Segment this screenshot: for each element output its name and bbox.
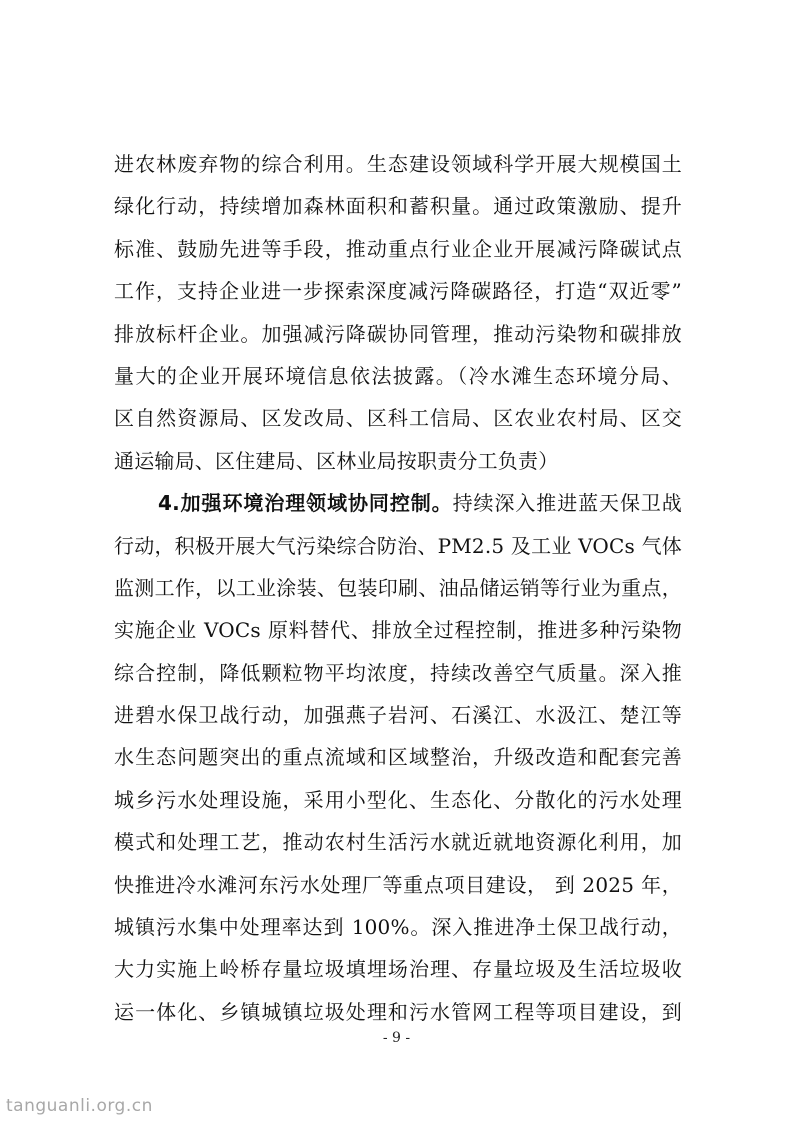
paragraph-line: 区自然资源局、区发改局、区科工信局、区农业农村局、区交 bbox=[114, 406, 682, 431]
watermark: tanguanli.org.cn bbox=[6, 1096, 153, 1116]
paragraph-line: 城乡污水处理设施，采用小型化、生态化、分散化的污水处理 bbox=[114, 787, 682, 812]
paragraph-line: 运一体化、乡镇城镇垃圾处理和污水管网工程等项目建设，到 bbox=[114, 999, 682, 1024]
paragraph-line: 监测工作，以工业涂装、包装印刷、油品储运销等行业为重点， bbox=[114, 575, 682, 600]
paragraph-line: 水生态问题突出的重点流域和区域整治，升级改造和配套完善 bbox=[114, 745, 682, 770]
paragraph-line: 标准、鼓励先进等手段，推动重点行业企业开展减污降碳试点 bbox=[114, 236, 682, 261]
paragraph-line: 绿化行动，持续增加森林面积和蓄积量。通过政策激励、提升 bbox=[114, 194, 682, 219]
paragraph-line: 城镇污水集中处理率达到 100%。深入推进净土保卫战行动， bbox=[114, 915, 682, 940]
paragraph-line: 模式和处理工艺，推动农村生活污水就近就地资源化利用，加 bbox=[114, 830, 682, 855]
paragraph-line: 大力实施上岭桥存量垃圾填埋场治理、存量垃圾及生活垃圾收 bbox=[114, 957, 682, 982]
paragraph-line: 综合控制，降低颗粒物平均浓度，持续改善空气质量。深入推 bbox=[114, 660, 682, 685]
document-body bbox=[114, 143, 682, 1033]
paragraph-line: 实施企业 VOCs 原料替代、排放全过程控制，推进多种污染物 bbox=[114, 618, 682, 643]
paragraph-line: 快推进冷水滩河东污水处理厂等重点项目建设， 到 2025 年， bbox=[114, 872, 682, 897]
section-heading-rest: 持续深入推进蓝天保卫战 bbox=[452, 491, 683, 516]
paragraph-line: 行动，积极开展大气污染综合防治、PM2.5 及工业 VOCs 气体 bbox=[114, 533, 682, 558]
page-number: - 9 - bbox=[382, 1030, 411, 1046]
section-heading-line bbox=[114, 482, 682, 524]
paragraph-line: 工作，支持企业进一步探索深度减污降碳路径，打造“双近零” bbox=[114, 279, 682, 304]
paragraph-line: 进碧水保卫战行动，加强燕子岩河、石溪江、水汲江、楚江等 bbox=[114, 703, 682, 728]
paragraph-line: 通运输局、区住建局、区林业局按职责分工负责） bbox=[114, 448, 559, 473]
paragraph-line: 量大的企业开展环境信息依法披露。（冷水滩生态环境分局、 bbox=[114, 363, 682, 388]
section-heading: 4.加强环境治理领域协同控制。 bbox=[158, 491, 453, 516]
paragraph-line: 排放标杆企业。加强减污降碳协同管理，推动污染物和碳排放 bbox=[114, 321, 682, 346]
paragraph-line: 进农林废弃物的综合利用。生态建设领域科学开展大规模国土 bbox=[114, 152, 682, 176]
